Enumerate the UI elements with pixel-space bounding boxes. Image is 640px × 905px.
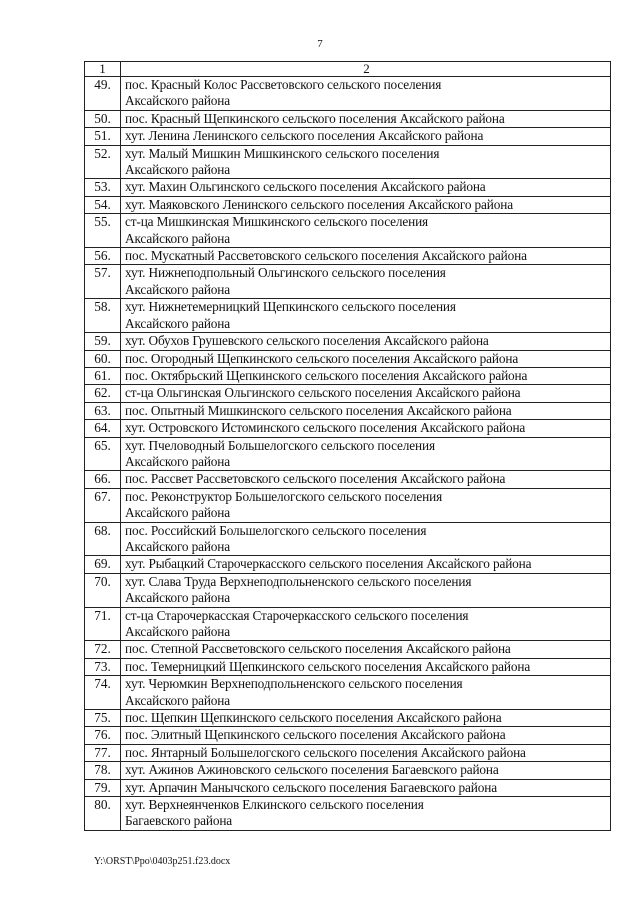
table-row — [85, 762, 611, 779]
settlement-name: хут. Слава Труда Верхнеподпольненского сельского поселения Аксайского района — [121, 573, 611, 607]
row-number: 53. — [85, 179, 121, 196]
settlement-name: хут. Обухов Грушевского сельского поселения Аксайского района — [121, 333, 611, 350]
row-number: 71. — [85, 607, 121, 641]
settlements-table — [84, 61, 611, 831]
table-row — [85, 367, 611, 384]
table-row — [85, 471, 611, 488]
table-row — [85, 779, 611, 796]
row-number: 51. — [85, 128, 121, 145]
row-number: 79. — [85, 779, 121, 796]
table-row — [85, 727, 611, 744]
table-row — [85, 350, 611, 367]
row-number: 54. — [85, 196, 121, 213]
row-number: 55. — [85, 214, 121, 248]
row-number: 62. — [85, 385, 121, 402]
row-number: 60. — [85, 350, 121, 367]
row-number: 61. — [85, 367, 121, 384]
settlement-name: пос. Октябрьский Щепкинского сельского поселения Аксайского района — [121, 367, 611, 384]
settlement-name: хут. Махин Ольгинского сельского поселения Аксайского района — [121, 179, 611, 196]
table-row — [85, 179, 611, 196]
table-row — [85, 556, 611, 573]
row-number: 63. — [85, 402, 121, 419]
table-header-row — [85, 62, 611, 77]
table-row — [85, 676, 611, 710]
table-row — [85, 299, 611, 333]
table-row — [85, 607, 611, 641]
settlement-name: пос. Темерницкий Щепкинского сельского поселения Аксайского района — [121, 658, 611, 675]
table-row — [85, 214, 611, 248]
row-number: 68. — [85, 522, 121, 556]
settlement-name: хут. Рыбацкий Старочеркасского сельского поселения Аксайского района — [121, 556, 611, 573]
table-row — [85, 402, 611, 419]
table-row — [85, 573, 611, 607]
row-number: 67. — [85, 488, 121, 522]
table-row — [85, 385, 611, 402]
settlement-name: пос. Щепкин Щепкинского сельского поселения Аксайского района — [121, 710, 611, 727]
settlement-name: пос. Элитный Щепкинского сельского поселения Аксайского района — [121, 727, 611, 744]
header-col-1: 1 — [85, 62, 121, 77]
settlement-name: ст-ца Мишкинская Мишкинского сельского поселения Аксайского района — [121, 214, 611, 248]
table-row — [85, 265, 611, 299]
table-row — [85, 145, 611, 179]
row-number: 59. — [85, 333, 121, 350]
table-row — [85, 128, 611, 145]
row-number: 70. — [85, 573, 121, 607]
settlement-name: хут. Черюмкин Верхнеподпольненского сельского поселения Аксайского района — [121, 676, 611, 710]
row-number: 78. — [85, 762, 121, 779]
settlement-name: хут. Маяковского Ленинского сельского поселения Аксайского района — [121, 196, 611, 213]
table-row — [85, 196, 611, 213]
table-row — [85, 437, 611, 471]
table-row — [85, 488, 611, 522]
page-number: 7 — [317, 38, 323, 50]
table-row — [85, 797, 611, 831]
row-number: 52. — [85, 145, 121, 179]
row-number: 72. — [85, 641, 121, 658]
row-number: 58. — [85, 299, 121, 333]
table-row — [85, 522, 611, 556]
settlement-name: хут. Верхнеянченков Елкинского сельского поселения Багаевского района — [121, 797, 611, 831]
table-row — [85, 248, 611, 265]
settlement-name: хут. Ажинов Ажиновского сельского поселения Багаевского района — [121, 762, 611, 779]
row-number: 65. — [85, 437, 121, 471]
table-row — [85, 333, 611, 350]
table-row — [85, 77, 611, 111]
settlement-name: пос. Российский Большелогского сельского поселения Аксайского района — [121, 522, 611, 556]
row-number: 50. — [85, 110, 121, 127]
settlement-name: хут. Нижнеподпольный Ольгинского сельского поселения Аксайского района — [121, 265, 611, 299]
settlement-name: хут. Арпачин Манычского сельского поселения Багаевского района — [121, 779, 611, 796]
settlement-name: хут. Пчеловодный Большелогского сельского поселения Аксайского района — [121, 437, 611, 471]
table-row — [85, 744, 611, 761]
row-number: 80. — [85, 797, 121, 831]
settlement-name: хут. Островского Истоминского сельского поселения Аксайского района — [121, 420, 611, 437]
row-number: 74. — [85, 676, 121, 710]
settlement-name: пос. Огородный Щепкинского сельского поселения Аксайского района — [121, 350, 611, 367]
row-number: 77. — [85, 744, 121, 761]
row-number: 56. — [85, 248, 121, 265]
row-number: 64. — [85, 420, 121, 437]
row-number: 76. — [85, 727, 121, 744]
row-number: 49. — [85, 77, 121, 111]
table-row — [85, 110, 611, 127]
settlement-name: ст-ца Старочеркасская Старочеркасского сельского поселения Аксайского района — [121, 607, 611, 641]
settlement-name: пос. Рассвет Рассветовского сельского поселения Аксайского района — [121, 471, 611, 488]
settlement-name: пос. Мускатный Рассветовского сельского поселения Аксайского района — [121, 248, 611, 265]
settlement-name: пос. Янтарный Большелогского сельского поселения Аксайского района — [121, 744, 611, 761]
row-number: 66. — [85, 471, 121, 488]
row-number: 75. — [85, 710, 121, 727]
table-row — [85, 420, 611, 437]
settlement-name: пос. Опытный Мишкинского сельского поселения Аксайского района — [121, 402, 611, 419]
settlement-name: хут. Ленина Ленинского сельского поселения Аксайского района — [121, 128, 611, 145]
table-body — [85, 62, 611, 831]
row-number: 69. — [85, 556, 121, 573]
row-number: 73. — [85, 658, 121, 675]
table-row — [85, 710, 611, 727]
settlement-name: пос. Красный Щепкинского сельского поселения Аксайского района — [121, 110, 611, 127]
settlement-name: хут. Нижнетемерницкий Щепкинского сельского поселения Аксайского района — [121, 299, 611, 333]
settlement-name: ст-ца Ольгинская Ольгинского сельского поселения Аксайского района — [121, 385, 611, 402]
table-row — [85, 658, 611, 675]
settlement-name: пос. Реконструктор Большелогского сельского поселения Аксайского района — [121, 488, 611, 522]
header-col-2: 2 — [121, 62, 611, 77]
settlement-name: пос. Степной Рассветовского сельского поселения Аксайского района — [121, 641, 611, 658]
settlement-name: пос. Красный Колос Рассветовского сельского поселения Аксайского района — [121, 77, 611, 111]
footer-file-path: Y:\ORST\Ppo\0403p251.f23.docx — [94, 856, 231, 867]
table-row — [85, 641, 611, 658]
settlement-name: хут. Малый Мишкин Мишкинского сельского поселения Аксайского района — [121, 145, 611, 179]
row-number: 57. — [85, 265, 121, 299]
